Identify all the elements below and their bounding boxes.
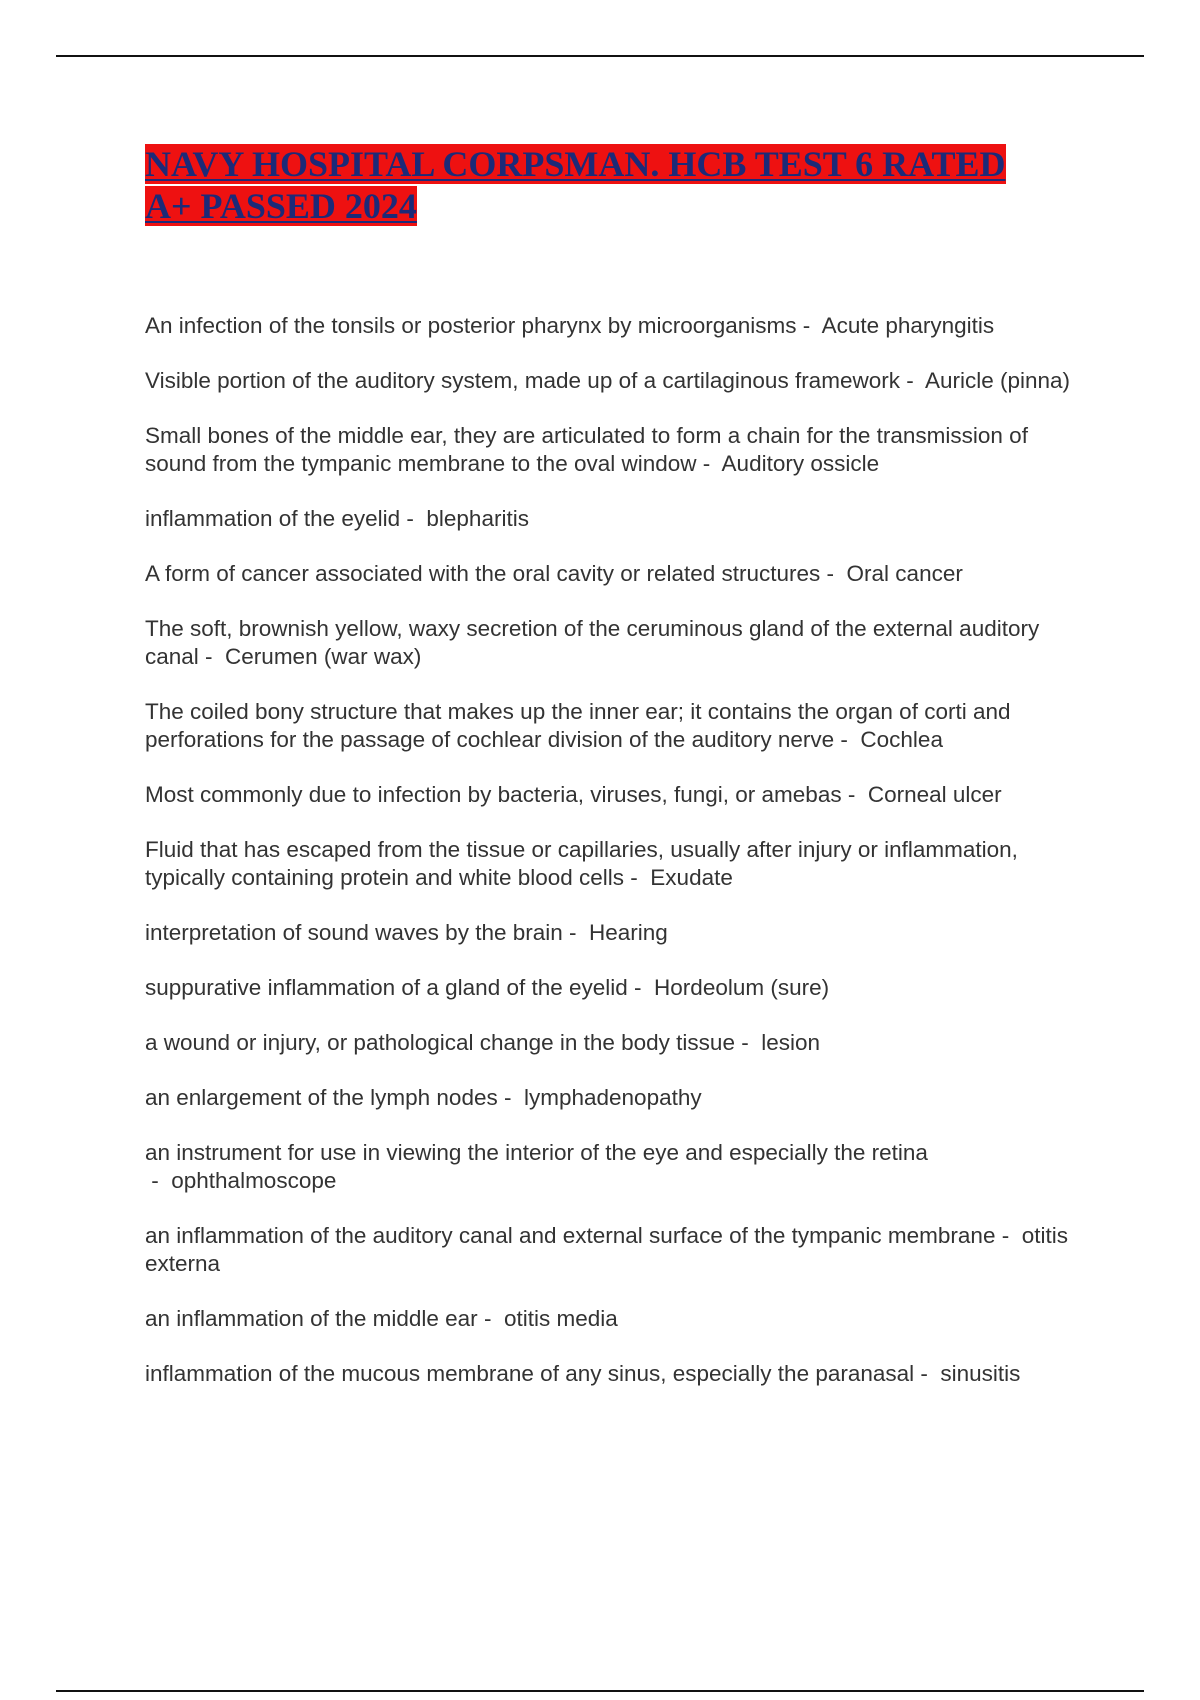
qa-answer: Cochlea [860,727,943,752]
qa-answer: Hordeolum (sure) [654,975,830,1000]
qa-item: Visible portion of the auditory system, made up of a cartilaginous framework - Auricle (pinna) [145,368,1071,393]
qa-answer: Oral cancer [846,561,963,586]
qa-item: an inflammation of the auditory canal and external surface of the tympanic membrane - otitis externa [145,1223,1068,1276]
qa-answer: blepharitis [426,506,529,531]
qa-answer: Exudate [650,865,733,890]
qa-answer: sinusitis [940,1361,1021,1386]
qa-item: interpretation of sound waves by the brain - Hearing [145,920,668,945]
qa-item: Small bones of the middle ear, they are articulated to form a chain for the transmission of sound from the tympanic membrane to the oval window - Auditory ossicle [145,423,1028,476]
qa-term: The soft, brownish yellow, waxy secretion of the ceruminous gland of the external auditory canal [145,616,1040,669]
qa-item: Fluid that has escaped from the tissue or capillaries, usually after injury or inflammation, typically containing protein and white blood cells - Exudate [145,837,1018,890]
qa-item: inflammation of the mucous membrane of any sinus, especially the paranasal - sinusitis [145,1361,1021,1386]
qa-term: inflammation of the mucous membrane of any sinus, especially the paranasal [145,1361,915,1386]
qa-term: An infection of the tonsils or posterior pharynx by microorganisms [145,313,797,338]
qa-term: an inflammation of the auditory canal and external surface of the tympanic membrane [145,1223,996,1248]
qa-term: inflammation of the eyelid [145,506,401,531]
qa-term: an instrument for use in viewing the interior of the eye and especially the retina [145,1140,928,1165]
qa-answer: Cerumen (war wax) [225,644,422,669]
qa-item: The soft, brownish yellow, waxy secretion of the ceruminous gland of the external auditory canal - Cerumen (war wax) [145,616,1040,669]
title-block [145,143,1045,227]
qa-item: The coiled bony structure that makes up the inner ear; it contains the organ of corti and perforations for the passage of cochlear division of the auditory nerve - Cochlea [145,699,1011,752]
qa-term: Fluid that has escaped from the tissue or capillaries, usually after injury or inflammation, typically containing protein and white blood cells [145,837,1018,890]
qa-term: The coiled bony structure that makes up the inner ear; it contains the organ of corti and perforations for the passage of cochlear division of the auditory nerve [145,699,1011,752]
qa-list [145,312,1095,1415]
qa-answer: ophthalmoscope [171,1168,337,1193]
qa-answer: Acute pharyngitis [821,313,995,338]
qa-answer: otitis externa [145,1223,1068,1276]
qa-answer: Hearing [589,920,668,945]
document-title [145,143,1045,227]
qa-term: Small bones of the middle ear, they are articulated to form a chain for the transmission of sound from the tympanic membrane to the oval window [145,423,1028,476]
qa-item: An infection of the tonsils or posterior pharynx by microorganisms - Acute pharyngitis [145,313,995,338]
document-title-text: NAVY HOSPITAL CORPSMAN. HCB TEST 6 RATED A+ PASSED 2024 [145,144,1006,226]
qa-term: a wound or injury, or pathological change in the body tissue [145,1030,735,1055]
qa-term: Visible portion of the auditory system, made up of a cartilaginous framework [145,368,900,393]
qa-term: interpretation of sound waves by the brain [145,920,563,945]
qa-term: suppurative inflammation of a gland of the eyelid [145,975,628,1000]
top-rule [56,55,1144,57]
qa-item: an enlargement of the lymph nodes - lymphadenopathy [145,1085,702,1110]
qa-answer: Auditory ossicle [721,451,880,476]
qa-item: a wound or injury, or pathological change in the body tissue - lesion [145,1030,821,1055]
qa-answer: otitis media [503,1306,618,1331]
qa-item: an instrument for use in viewing the interior of the eye and especially the retina - ophthalmoscope [145,1140,928,1193]
qa-term: an inflammation of the middle ear [145,1306,478,1331]
qa-term: A form of cancer associated with the oral cavity or related structures [145,561,821,586]
qa-item: an inflammation of the middle ear - otitis media [145,1306,618,1331]
qa-item: suppurative inflammation of a gland of the eyelid - Hordeolum (sure) [145,975,830,1000]
qa-answer: lymphadenopathy [523,1085,702,1110]
qa-term: an enlargement of the lymph nodes [145,1085,498,1110]
bottom-rule [56,1690,1144,1692]
qa-item: A form of cancer associated with the oral cavity or related structures - Oral cancer [145,561,963,586]
qa-term: Most commonly due to infection by bacteria, viruses, fungi, or amebas [145,782,842,807]
qa-item: inflammation of the eyelid - blepharitis [145,506,529,531]
qa-answer: Auricle (pinna) [924,368,1071,393]
qa-answer: Corneal ulcer [867,782,1002,807]
qa-item: Most commonly due to infection by bacteria, viruses, fungi, or amebas - Corneal ulcer [145,782,1002,807]
qa-answer: lesion [761,1030,821,1055]
